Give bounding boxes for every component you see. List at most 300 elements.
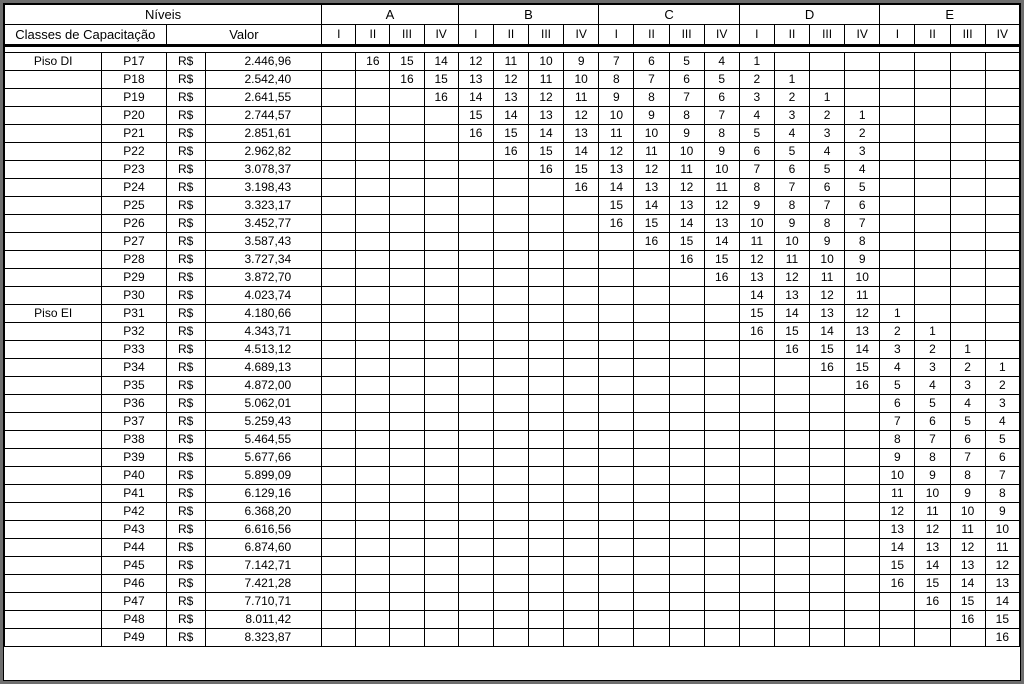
level-cell [915,287,950,305]
level-cell [915,143,950,161]
level-cell [322,449,356,467]
level-cell [634,629,669,647]
level-cell [704,431,739,449]
level-cell [880,269,915,287]
level-cell [774,575,809,593]
row-code: P37 [102,413,166,431]
level-cell [845,485,880,503]
level-cell: 8 [634,89,669,107]
level-cell: 7 [599,53,634,71]
level-cell: 15 [774,323,809,341]
row-value: 6.874,60 [205,539,321,557]
level-cell [493,161,528,179]
row-code: P20 [102,107,166,125]
level-cell [424,287,458,305]
level-cell [528,359,563,377]
header-row-classes [5,5,1020,25]
level-cell: 14 [564,143,599,161]
level-cell [950,143,985,161]
level-cell [493,485,528,503]
level-cell: 11 [845,287,880,305]
level-cell [356,521,390,539]
level-cell [739,557,774,575]
level-cell [739,593,774,611]
piso-label [5,323,102,341]
piso-label [5,233,102,251]
level-cell [880,197,915,215]
level-cell [634,503,669,521]
row-code: P46 [102,575,166,593]
table-row [5,503,1020,521]
level-header-d-4: IV [845,25,880,46]
currency-label: R$ [166,53,205,71]
level-cell [669,359,704,377]
currency-label: R$ [166,143,205,161]
level-cell [356,323,390,341]
level-cell [669,413,704,431]
level-cell [564,485,599,503]
level-cell: 14 [458,89,493,107]
row-value: 2.851,61 [205,125,321,143]
level-cell [390,287,424,305]
level-cell [634,377,669,395]
level-cell [950,629,985,647]
table-row [5,71,1020,89]
level-cell [390,233,424,251]
level-cell [424,521,458,539]
level-cell: 12 [599,143,634,161]
level-cell [424,485,458,503]
table-row [5,521,1020,539]
level-cell [774,503,809,521]
level-cell: 16 [634,233,669,251]
level-cell [774,449,809,467]
level-cell: 3 [950,377,985,395]
currency-label: R$ [166,503,205,521]
row-code: P34 [102,359,166,377]
row-value: 8.011,42 [205,611,321,629]
level-cell [810,53,845,71]
level-cell [424,215,458,233]
level-cell: 7 [634,71,669,89]
level-cell: 5 [704,71,739,89]
level-cell [356,197,390,215]
piso-label [5,485,102,503]
level-cell [634,485,669,503]
piso-label: Piso DI [5,53,102,71]
level-cell [424,143,458,161]
row-code: P48 [102,611,166,629]
level-cell [390,449,424,467]
level-cell [356,359,390,377]
level-header-b-2: II [493,25,528,46]
level-cell [564,431,599,449]
level-cell: 11 [880,485,915,503]
level-cell: 7 [950,449,985,467]
level-cell [322,323,356,341]
row-value: 4.180,66 [205,305,321,323]
level-cell [634,431,669,449]
level-cell [810,431,845,449]
level-cell [322,143,356,161]
piso-label [5,179,102,197]
level-cell: 3 [739,89,774,107]
level-cell [669,485,704,503]
table-row [5,53,1020,71]
level-cell [322,503,356,521]
level-cell [845,413,880,431]
table-row [5,629,1020,647]
piso-label [5,431,102,449]
level-cell [774,53,809,71]
level-cell [424,269,458,287]
table-row [5,89,1020,107]
level-cell [356,413,390,431]
level-cell [322,611,356,629]
level-cell [739,485,774,503]
currency-label: R$ [166,611,205,629]
level-cell: 10 [880,467,915,485]
level-cell: 1 [950,341,985,359]
level-cell [564,629,599,647]
table-row [5,215,1020,233]
level-cell [322,593,356,611]
level-cell [774,539,809,557]
level-header-a-4: IV [424,25,458,46]
row-code: P32 [102,323,166,341]
level-cell: 8 [810,215,845,233]
level-cell [704,449,739,467]
level-cell [390,557,424,575]
level-cell [528,593,563,611]
table-row [5,251,1020,269]
level-cell: 1 [739,53,774,71]
level-cell [528,485,563,503]
level-cell [493,359,528,377]
level-cell [774,359,809,377]
piso-label [5,215,102,233]
piso-label [5,503,102,521]
level-cell: 9 [599,89,634,107]
level-cell [424,323,458,341]
level-cell [564,305,599,323]
level-cell: 13 [880,521,915,539]
level-cell [599,449,634,467]
row-value: 6.129,16 [205,485,321,503]
level-cell: 8 [774,197,809,215]
level-cell: 14 [599,179,634,197]
level-cell [356,539,390,557]
level-cell: 15 [810,341,845,359]
level-cell [599,467,634,485]
level-cell: 13 [810,305,845,323]
level-cell [322,71,356,89]
level-cell [985,107,1019,125]
level-cell: 8 [915,449,950,467]
row-value: 7.421,28 [205,575,321,593]
level-cell [356,467,390,485]
level-cell [390,89,424,107]
level-cell [390,359,424,377]
level-cell: 12 [669,179,704,197]
level-cell: 11 [704,179,739,197]
level-header-c-3: III [669,25,704,46]
level-cell: 2 [915,341,950,359]
level-cell: 9 [810,233,845,251]
row-value: 4.343,71 [205,323,321,341]
level-cell [356,269,390,287]
level-cell: 12 [880,503,915,521]
level-cell [880,593,915,611]
level-cell [322,233,356,251]
level-cell [493,179,528,197]
currency-label: R$ [166,413,205,431]
level-cell [599,305,634,323]
level-cell: 14 [950,575,985,593]
level-cell: 10 [528,53,563,71]
currency-label: R$ [166,539,205,557]
level-cell: 15 [704,251,739,269]
level-cell [424,359,458,377]
level-cell [915,179,950,197]
level-cell [950,287,985,305]
level-cell: 10 [810,251,845,269]
row-code: P42 [102,503,166,521]
level-cell [528,233,563,251]
level-header-b-3: III [528,25,563,46]
level-cell [528,413,563,431]
currency-label: R$ [166,557,205,575]
level-cell [669,323,704,341]
level-cell [458,575,493,593]
row-code: P27 [102,233,166,251]
level-cell [458,395,493,413]
level-header-c-4: IV [704,25,739,46]
level-header-b-4: IV [564,25,599,46]
level-cell: 13 [739,269,774,287]
level-cell: 1 [774,71,809,89]
level-cell [528,323,563,341]
level-cell [950,89,985,107]
level-cell [985,287,1019,305]
level-cell: 10 [915,485,950,503]
level-cell [528,215,563,233]
level-cell [356,629,390,647]
level-cell [950,269,985,287]
level-cell: 15 [669,233,704,251]
row-value: 6.368,20 [205,503,321,521]
level-cell: 13 [985,575,1019,593]
level-cell [704,341,739,359]
level-cell: 14 [634,197,669,215]
level-cell [493,233,528,251]
level-cell [424,593,458,611]
currency-label: R$ [166,467,205,485]
level-cell [390,503,424,521]
level-cell [845,593,880,611]
level-cell: 14 [493,107,528,125]
level-cell [915,611,950,629]
level-cell [845,53,880,71]
level-cell [458,467,493,485]
level-cell [599,233,634,251]
table-row [5,449,1020,467]
level-cell: 16 [704,269,739,287]
level-cell: 7 [669,89,704,107]
level-cell [424,161,458,179]
class-d-header: D [739,5,880,25]
level-cell [599,575,634,593]
row-code: P29 [102,269,166,287]
level-cell: 12 [915,521,950,539]
level-cell: 12 [564,107,599,125]
table-row [5,413,1020,431]
piso-label [5,449,102,467]
level-cell: 9 [880,449,915,467]
level-cell [322,359,356,377]
level-cell: 5 [810,161,845,179]
level-cell [424,413,458,431]
currency-label: R$ [166,89,205,107]
level-cell [669,341,704,359]
level-header-b-1: I [458,25,493,46]
level-cell: 16 [739,323,774,341]
level-cell [880,125,915,143]
level-cell: 7 [880,413,915,431]
level-cell [880,143,915,161]
level-cell: 15 [528,143,563,161]
currency-label: R$ [166,179,205,197]
level-cell [424,539,458,557]
level-cell [390,251,424,269]
table-row [5,485,1020,503]
level-cell [810,611,845,629]
level-cell: 9 [915,467,950,485]
level-cell [390,413,424,431]
level-cell [390,269,424,287]
currency-label: R$ [166,287,205,305]
level-cell [564,269,599,287]
level-cell [424,629,458,647]
level-cell [493,575,528,593]
level-cell [322,287,356,305]
level-cell: 15 [739,305,774,323]
level-cell [493,251,528,269]
level-cell: 12 [810,287,845,305]
level-cell [493,467,528,485]
level-cell: 12 [774,269,809,287]
row-value: 4.689,13 [205,359,321,377]
level-cell [950,323,985,341]
level-cell [458,215,493,233]
level-cell [390,521,424,539]
level-cell [880,53,915,71]
level-header-c-2: II [634,25,669,46]
table-row [5,323,1020,341]
level-cell [356,89,390,107]
level-cell [564,287,599,305]
level-cell [704,611,739,629]
table-row [5,575,1020,593]
level-cell [810,593,845,611]
level-cell [564,395,599,413]
level-cell [880,287,915,305]
level-header-a-3: III [390,25,424,46]
currency-label: R$ [166,341,205,359]
level-cell [634,395,669,413]
level-header-a-2: II [356,25,390,46]
level-cell [599,557,634,575]
level-cell [669,467,704,485]
currency-label: R$ [166,161,205,179]
level-cell: 2 [845,125,880,143]
level-cell [493,413,528,431]
level-cell [634,449,669,467]
level-cell [950,53,985,71]
level-cell [390,197,424,215]
level-cell [424,467,458,485]
level-cell: 16 [915,593,950,611]
level-cell [528,377,563,395]
level-cell [880,629,915,647]
level-cell [599,485,634,503]
level-cell [599,629,634,647]
row-value: 5.899,09 [205,467,321,485]
level-cell [390,143,424,161]
level-cell [322,521,356,539]
row-code: P23 [102,161,166,179]
level-cell [528,179,563,197]
level-cell [322,413,356,431]
level-cell: 11 [669,161,704,179]
currency-label: R$ [166,521,205,539]
level-cell: 11 [599,125,634,143]
level-cell [322,539,356,557]
level-cell [493,503,528,521]
row-value: 3.727,34 [205,251,321,269]
level-cell [669,539,704,557]
row-code: P39 [102,449,166,467]
level-cell [564,413,599,431]
piso-label [5,395,102,413]
currency-label: R$ [166,107,205,125]
level-cell [356,431,390,449]
level-cell [810,521,845,539]
row-code: P38 [102,431,166,449]
level-cell [528,467,563,485]
level-cell [810,377,845,395]
table-row [5,431,1020,449]
level-cell: 14 [810,323,845,341]
level-cell [528,287,563,305]
level-cell [950,197,985,215]
level-cell [845,557,880,575]
level-cell: 15 [950,593,985,611]
level-cell: 15 [845,359,880,377]
currency-label: R$ [166,269,205,287]
level-cell [458,269,493,287]
level-cell [528,269,563,287]
level-cell [669,557,704,575]
level-cell [322,341,356,359]
level-cell: 7 [704,107,739,125]
level-cell [390,377,424,395]
level-cell [704,539,739,557]
level-cell [390,539,424,557]
level-cell [774,395,809,413]
row-code: P22 [102,143,166,161]
level-cell: 11 [634,143,669,161]
